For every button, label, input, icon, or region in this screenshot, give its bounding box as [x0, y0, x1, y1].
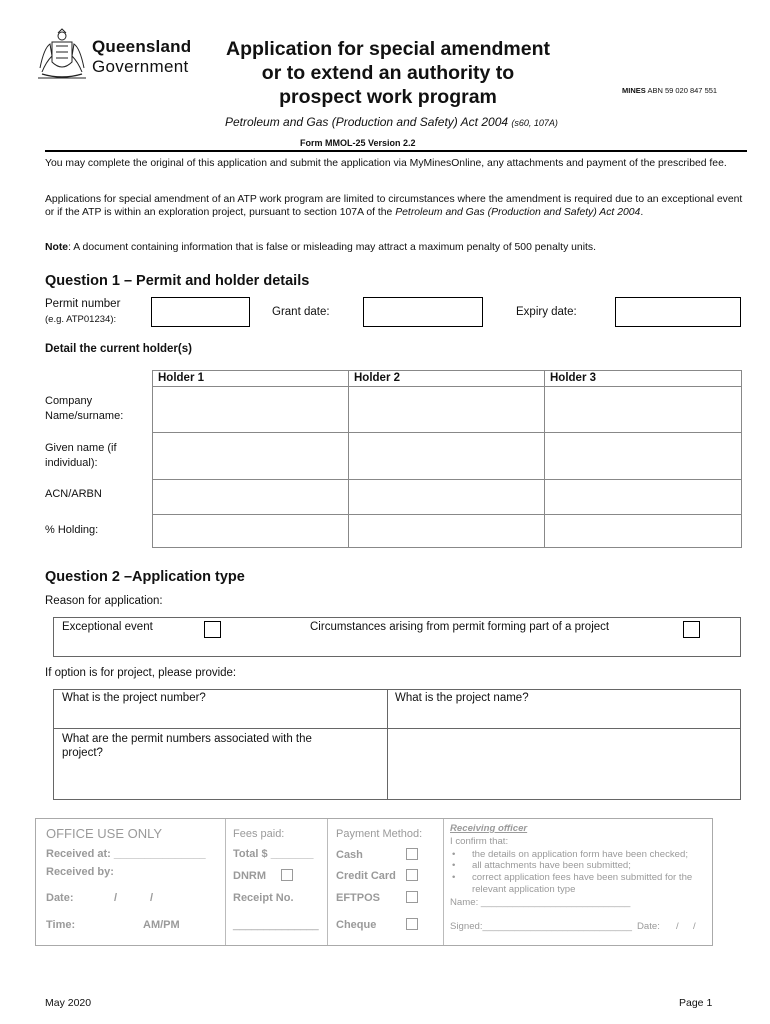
- dnrm-label: DNRM: [233, 870, 266, 882]
- expiry-date-input[interactable]: [615, 297, 741, 327]
- officer-sign-date: Date:: [637, 921, 660, 932]
- option-exceptional-label: Exceptional event: [62, 621, 153, 633]
- question-2-heading: Question 2 –Application type: [45, 569, 245, 585]
- permit-numbers-input[interactable]: [388, 729, 740, 799]
- row-label-holding: % Holding:: [45, 524, 99, 536]
- cash-label: Cash: [336, 849, 363, 861]
- officer-signed: Signed:____________________________: [450, 921, 632, 932]
- holder-3-header: Holder 3: [550, 372, 597, 384]
- form-title: Application for special amendment or to extend an authority to prospect work program: [226, 38, 550, 108]
- option-project-label: Circumstances arising from permit forming part of a project: [310, 621, 610, 633]
- holder-3-holding-cell[interactable]: [545, 515, 741, 547]
- total-label: Total $ _______: [233, 848, 314, 860]
- holder-1-acn-cell[interactable]: [153, 480, 348, 514]
- project-number-label: What is the project number?: [62, 692, 206, 704]
- eftpos-checkbox[interactable]: [406, 891, 418, 903]
- cash-checkbox[interactable]: [406, 848, 418, 860]
- coat-of-arms-icon: [36, 28, 88, 82]
- time-label: Time:: [46, 919, 76, 931]
- holder-3-acn-cell[interactable]: [545, 480, 741, 514]
- received-by: Received by:: [46, 866, 114, 878]
- cheque-label: Cheque: [336, 919, 377, 931]
- received-at: Received at: _______________: [46, 848, 206, 860]
- logo-government-text: Government: [92, 57, 189, 76]
- row-label-given-name: Given name (if individual):: [45, 442, 117, 469]
- header-divider: [45, 150, 747, 152]
- eftpos-label: EFTPOS: [336, 892, 381, 904]
- office-use-section: OFFICE USE ONLY Received at: _______________ Received by: Date: / / Time: AM/PM Fees paid: Total $ _______ DNRM Receipt No. ______________ Payment Method: Cash Credit Card EFTPOS Cheque Receiving officer I confirm that: • the details on application form have been checked; • all attachments have been submitted; • correct application fees have been submitted for the relevant application type Name: ____________________________ Signed:____________________________ Date: / /: [35, 818, 713, 946]
- holder-2-holding-cell[interactable]: [349, 515, 544, 547]
- confirm-bullet-3: correct application fees have been submitted for the relevant application type: [472, 872, 693, 895]
- holder-1-header: Holder 1: [158, 372, 205, 384]
- intro-paragraph-2: Applications for special amendment of an ATP work program are limited to circumstances where the amendment is required due to an exceptional event or if the ATP is within an exploration project, pursuant to section 107A of the Petroleum and Gas (Production and Safety) Act 2004.: [45, 194, 743, 218]
- confirm-bullet-1: the details on application form have been checked;: [472, 849, 688, 860]
- act-reference: Petroleum and Gas (Production and Safety) Act 2004 (s60, 107A): [225, 115, 558, 129]
- am-pm-label: AM/PM: [143, 919, 180, 931]
- footer-page-number: Page 1: [679, 997, 713, 1009]
- footer-date: May 2020: [45, 997, 92, 1009]
- permit-number-input[interactable]: [151, 297, 250, 327]
- holders-heading: Detail the current holder(s): [45, 343, 192, 355]
- expiry-date-label: Expiry date:: [516, 306, 577, 318]
- row-label-company: Company Name/surname:: [45, 395, 124, 422]
- project-number-input[interactable]: [54, 706, 387, 728]
- officer-name: Name: ____________________________: [450, 897, 631, 908]
- reason-label: Reason for application:: [45, 595, 163, 607]
- confirm-bullet-2: all attachments have been submitted;: [472, 860, 631, 871]
- holder-1-given-name-cell[interactable]: [153, 433, 348, 479]
- holder-3-company-cell[interactable]: [545, 387, 741, 432]
- holder-1-company-cell[interactable]: [153, 387, 348, 432]
- office-use-title: OFFICE USE ONLY: [46, 826, 163, 841]
- receiving-officer-label: Receiving officer: [450, 823, 528, 834]
- mines-abn: MINES ABN 59 020 847 551: [622, 86, 718, 95]
- grant-date-input[interactable]: [363, 297, 483, 327]
- dnrm-checkbox[interactable]: [281, 869, 293, 881]
- holder-2-company-cell[interactable]: [349, 387, 544, 432]
- fees-paid-label: Fees paid:: [233, 828, 285, 840]
- cheque-checkbox[interactable]: [406, 918, 418, 930]
- grant-date-label: Grant date:: [272, 306, 330, 318]
- exceptional-event-checkbox[interactable]: [204, 621, 221, 638]
- payment-method-label: Payment Method:: [336, 828, 423, 840]
- receipt-line: ______________: [233, 919, 319, 931]
- project-prompt: If option is for project, please provide:: [45, 667, 237, 679]
- logo-queensland-text: Queensland: [92, 37, 192, 56]
- holder-2-acn-cell[interactable]: [349, 480, 544, 514]
- holder-2-given-name-cell[interactable]: [349, 433, 544, 479]
- holder-1-holding-cell[interactable]: [153, 515, 348, 547]
- form-number: Form MMOL-25 Version 2.2: [300, 138, 416, 148]
- project-name-input[interactable]: [388, 706, 740, 728]
- holder-3-given-name-cell[interactable]: [545, 433, 741, 479]
- receipt-no-label: Receipt No.: [233, 892, 294, 904]
- intro-paragraph-1: You may complete the original of this application and submit the application via MyMinesOnline, any attachments and payment of the prescribed fee.: [45, 158, 727, 169]
- date-label: Date:: [46, 892, 74, 904]
- queensland-government-logo: [36, 28, 196, 82]
- project-name-label: What is the project name?: [395, 692, 529, 704]
- confirm-label: I confirm that:: [450, 836, 509, 847]
- permit-number-hint: (e.g. ATP01234):: [45, 314, 117, 325]
- intro-note: Note: A document containing information that is false or misleading may attract a maximum penalty of 500 penalty units.: [45, 242, 596, 253]
- credit-card-label: Credit Card: [336, 870, 396, 882]
- credit-card-checkbox[interactable]: [406, 869, 418, 881]
- holder-2-header: Holder 2: [354, 372, 401, 384]
- permit-numbers-label: What are the permit numbers associated with the project?: [62, 733, 312, 759]
- project-circumstances-checkbox[interactable]: [683, 621, 700, 638]
- question-1-heading: Question 1 – Permit and holder details: [45, 273, 310, 289]
- permit-number-label: Permit number: [45, 298, 121, 310]
- row-label-acn: ACN/ARBN: [45, 488, 102, 500]
